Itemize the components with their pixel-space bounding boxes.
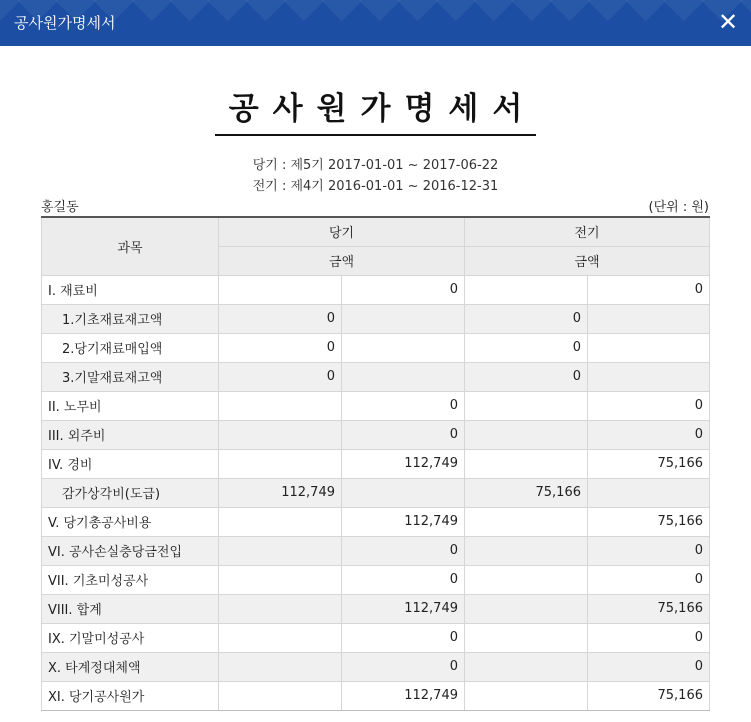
current-total: 112,749 [342, 507, 465, 536]
unit-label: (단위 : 원) [648, 200, 709, 215]
prior-detail [465, 275, 588, 304]
prior-total: 0 [588, 623, 710, 652]
current-total [342, 478, 465, 507]
current-detail [219, 623, 342, 652]
table-row [42, 623, 710, 652]
row-label: IX. 기말미성공사 [42, 623, 219, 652]
prior-total: 0 [588, 565, 710, 594]
current-total: 0 [342, 536, 465, 565]
row-label: X. 타계정대체액 [42, 652, 219, 681]
current-detail: 0 [219, 362, 342, 391]
current-detail: 0 [219, 304, 342, 333]
current-total: 0 [342, 652, 465, 681]
prior-detail: 0 [465, 304, 588, 333]
current-detail [219, 420, 342, 449]
table-row [42, 507, 710, 536]
row-label: I. 재료비 [42, 275, 219, 304]
current-total: 0 [342, 420, 465, 449]
current-detail [219, 391, 342, 420]
table-row [42, 333, 710, 362]
current-detail [219, 681, 342, 710]
row-label: II. 노무비 [42, 391, 219, 420]
current-period: 당기 : 제5기 2017-01-01 ~ 2017-06-22 [252, 158, 499, 173]
prior-total: 0 [588, 420, 710, 449]
prior-total [588, 304, 710, 333]
row-label: VII. 기초미성공사 [42, 565, 219, 594]
prior-detail: 75,166 [465, 478, 588, 507]
current-detail [219, 594, 342, 623]
table-row [42, 304, 710, 333]
prior-total: 0 [588, 652, 710, 681]
current-detail [219, 652, 342, 681]
table-row [42, 536, 710, 565]
document-title-wrap [0, 83, 751, 136]
row-label: XI. 당기공사원가 [42, 681, 219, 710]
table-row [42, 681, 710, 710]
header-amount-current: 금액 [219, 246, 465, 275]
row-label: 1.기초재료재고액 [42, 304, 219, 333]
current-detail [219, 536, 342, 565]
row-label: VI. 공사손실충당금전입 [42, 536, 219, 565]
current-total [342, 333, 465, 362]
close-icon[interactable]: ✕ [717, 8, 739, 36]
header-current: 당기 [219, 217, 465, 246]
row-label: VIII. 합계 [42, 594, 219, 623]
row-label: III. 외주비 [42, 420, 219, 449]
row-label: IV. 경비 [42, 449, 219, 478]
current-total: 112,749 [342, 449, 465, 478]
row-label: 2.당기재료매입액 [42, 333, 219, 362]
current-detail [219, 275, 342, 304]
table-row [42, 449, 710, 478]
table-row [42, 478, 710, 507]
current-total: 0 [342, 275, 465, 304]
current-total: 0 [342, 391, 465, 420]
window-titlebar [0, 0, 751, 46]
current-total: 0 [342, 565, 465, 594]
row-label: 감가상각비(도급) [42, 478, 219, 507]
prior-detail [465, 536, 588, 565]
prior-total: 0 [588, 275, 710, 304]
current-total [342, 304, 465, 333]
prior-detail [465, 507, 588, 536]
table-row [42, 362, 710, 391]
prior-total: 75,166 [588, 681, 710, 710]
table-row [42, 652, 710, 681]
current-detail [219, 449, 342, 478]
prior-detail: 0 [465, 362, 588, 391]
current-total: 112,749 [342, 681, 465, 710]
prior-detail: 0 [465, 333, 588, 362]
table-row [42, 565, 710, 594]
current-detail: 0 [219, 333, 342, 362]
table-row [42, 594, 710, 623]
table-row [42, 420, 710, 449]
company-name: 홍길동 [41, 200, 79, 215]
header-amount-prior: 금액 [465, 246, 710, 275]
row-label: V. 당기총공사비용 [42, 507, 219, 536]
prior-total: 75,166 [588, 449, 710, 478]
prior-detail [465, 420, 588, 449]
table-row [42, 391, 710, 420]
prior-detail [465, 565, 588, 594]
prior-total: 75,166 [588, 594, 710, 623]
window-title: 공사원가명세서 [14, 14, 116, 32]
prior-detail [465, 652, 588, 681]
prior-total [588, 478, 710, 507]
prior-detail [465, 623, 588, 652]
prior-total: 0 [588, 391, 710, 420]
prior-total: 0 [588, 536, 710, 565]
table-row [42, 275, 710, 304]
current-detail: 112,749 [219, 478, 342, 507]
document-title: 공사원가명세서 [215, 83, 537, 136]
current-total [342, 362, 465, 391]
cost-statement-table [41, 216, 710, 711]
prior-detail [465, 449, 588, 478]
row-label: 3.기말재료재고액 [42, 362, 219, 391]
prior-period: 전기 : 제4기 2016-01-01 ~ 2016-12-31 [252, 179, 499, 194]
prior-total: 75,166 [588, 507, 710, 536]
prior-detail [465, 391, 588, 420]
header-prior: 전기 [465, 217, 710, 246]
current-detail [219, 565, 342, 594]
current-total: 0 [342, 623, 465, 652]
header-item: 과목 [42, 217, 219, 275]
prior-total [588, 333, 710, 362]
prior-total [588, 362, 710, 391]
current-total: 112,749 [342, 594, 465, 623]
current-detail [219, 507, 342, 536]
prior-detail [465, 594, 588, 623]
prior-detail [465, 681, 588, 710]
